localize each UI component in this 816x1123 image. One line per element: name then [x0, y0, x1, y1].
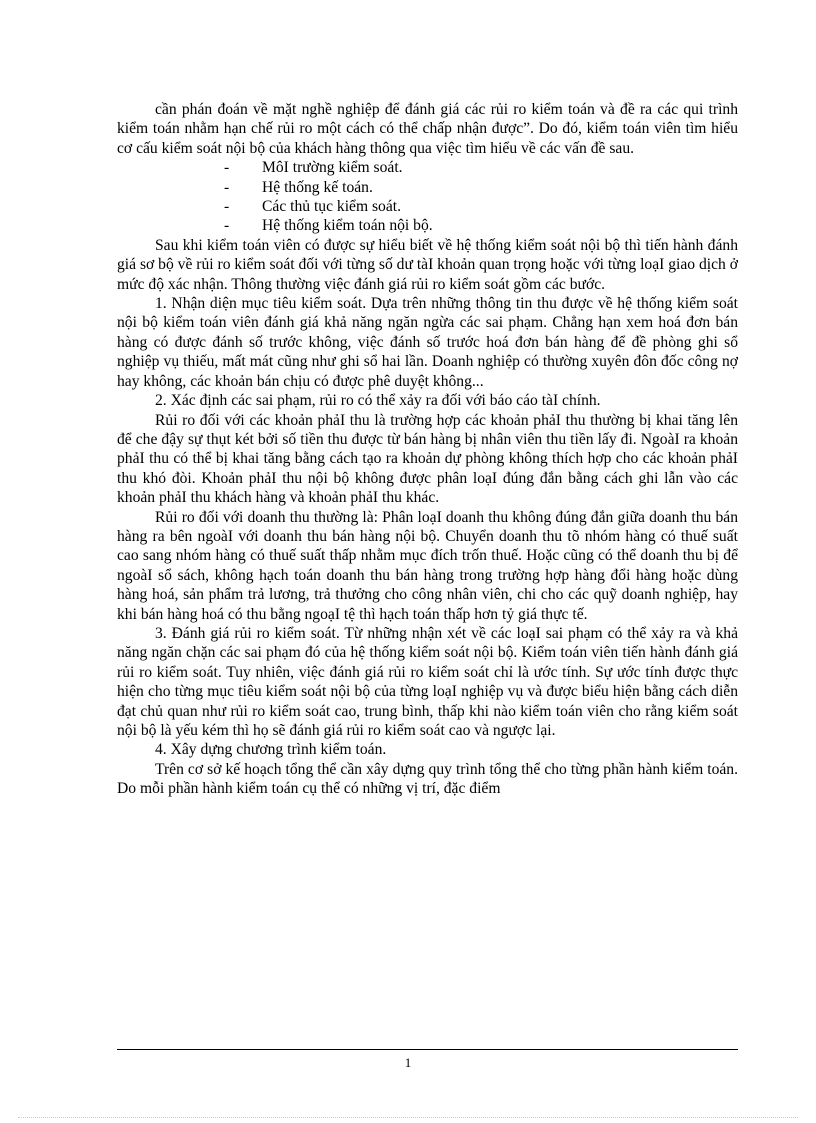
paragraph-final: Trên cơ sở kế hoạch tổng thể cần xây dựng quy trình tổng thể cho từng phần hành kiểm toán. Do mỗi phần hành kiểm toán cụ thể có những vị trí, đặc điểm [117, 760, 738, 798]
bullet-dash: - [224, 159, 230, 177]
document-body [117, 100, 738, 799]
bullet-text: MôI trường kiểm soát. [262, 159, 403, 177]
footer-rule [117, 1049, 738, 1050]
bullet-item [117, 197, 738, 216]
bullet-item [117, 216, 738, 235]
paragraph-revenue-risk: Rủi ro đối với doanh thu thường là: Phân loạI doanh thu không đúng đắn giữa doanh thu bán hàng ra bên ngoàI với doanh thu bán hàng nội bộ. Chuyển doanh thu tõ nhóm hàng có thuế suất cao sang nhóm hàng có thuế suất thấp nhằm mục đích trốn thuế. Hoặc cũng có thể doanh thu bị để ngoàI sổ sách, không hạch toán doanh thu bán hàng trong trường hợp hàng đổi hàng hoặc dùng hàng hoá, sản phẩm trả lương, trả thưởng cho công nhân viên, chi cho các quỹ doanh nghiệp, hay khi bán hàng hoá có thu bằng ngoạI tệ thì hạch toán thấp hơn tỷ giá thực tế. [117, 508, 738, 623]
paragraph-intro: cần phán đoán về mặt nghề nghiệp để đánh giá các rủi ro kiểm toán và đề ra các qui trình kiểm toán nhằm hạn chế rủi ro một cách có thể chấp nhận được”. Do đó, kiểm toán viên tìm hiểu cơ cấu kiểm soát nội bộ của khách hàng thông qua việc tìm hiểu về các vấn đề sau. [117, 101, 738, 157]
bullet-text: Hệ thống kiểm toán nội bộ. [262, 217, 433, 235]
bullet-list [117, 158, 738, 236]
bullet-dash: - [224, 198, 230, 216]
bullet-text: Hệ thống kế toán. [262, 178, 373, 196]
paragraph-step-4: 4. Xây dựng chương trình kiểm toán. [155, 741, 387, 759]
page-number: 1 [404, 1055, 412, 1070]
bullet-item [117, 158, 738, 177]
page-bottom-divider [18, 1117, 798, 1118]
paragraph-step-2: 2. Xác định các sai phạm, rủi ro có thể xảy ra đối với báo cáo tàI chính. [155, 392, 601, 410]
bullet-item [117, 178, 738, 197]
bullet-dash: - [224, 217, 230, 235]
paragraph-receivables-risk: Rủi ro đối với các khoản phảI thu là trường hợp các khoản phảI thu thường bị khai tăng lên để che đậy sự thụt két bởi số tiền thu được từ bán hàng bị nhân viên thu tiền lấy đi. NgoàI ra khoản phảI thu có thể bị khai tăng bằng cách tạo ra khoản dự phòng không thích hợp cho các khoản phảI thu khó đòi. Khoản phảI thu nội bộ không được phân loạI đúng đắn bằng cách ghi lẫn vào các khoản phảI thu khách hàng và khoản phảI thu khác. [117, 411, 738, 507]
paragraph-step-3: 3. Đánh giá rủi ro kiểm soát. Từ những nhận xét về các loạI sai phạm có thể xảy ra và khả năng ngăn chặn các sai phạm đó của hệ thống kiểm soát nội bộ. Kiểm toán viên tiến hành đánh giá rủi ro kiểm soát. Tuy nhiên, việc đánh giá rủi ro kiểm soát chỉ là ước tính. Sự ước tính được thực hiện cho từng mục tiêu kiểm soát nội bộ của từng loạI nghiệp vụ và được biểu hiện bằng cách diễn đạt chủ quan như rủi ro kiểm soát cao, trung bình, thấp khi nào kiểm toán viên cho rằng kiểm soát nội bộ là yếu kém thì họ sẽ đánh giá rủi ro kiểm soát cao và ngược lại. [117, 624, 738, 739]
bullet-text: Các thủ tục kiểm soát. [262, 198, 402, 216]
paragraph-control-assessment: Sau khi kiểm toán viên có được sự hiểu biết về hệ thống kiểm soát nội bộ thì tiến hành đánh giá sơ bộ về rủi ro kiểm soát đối với từng số dư tàI khoản quan trọng hoặc với từng loạI giao dịch ở mức độ xác nhận. Thông thường việc đánh giá rủi ro kiểm soát gồm các bước. [117, 236, 738, 293]
bullet-dash: - [224, 178, 230, 196]
paragraph-step-1: 1. Nhận diện mục tiêu kiểm soát. Dựa trên những thông tin thu được về hệ thống kiểm soát nội bộ kiểm toán viên đánh giá khả năng ngăn ngừa các sai phạm. Chẳng hạn xem hoá đơn bán hàng có được đánh số trước không, việc đánh số trước hoá đơn bán hàng để đề phòng ghi sổ nghiệp vụ thiếu, mất mát cũng như ghi sổ hai lần. Doanh nghiệp có thường xuyên đôn đốc công nợ hay không, các khoản bán chịu có được phê duyệt không... [117, 295, 738, 390]
